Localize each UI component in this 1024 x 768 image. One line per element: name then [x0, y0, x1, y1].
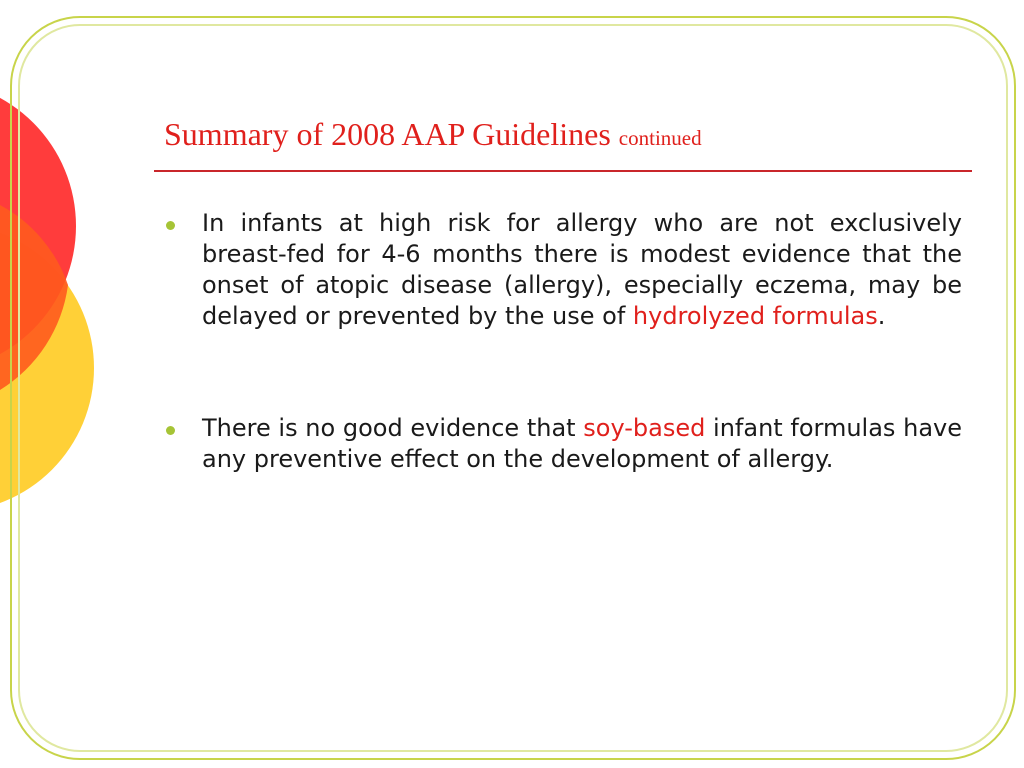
- bullet-item-2: [160, 413, 962, 475]
- bullet-2-highlight: soy-based: [583, 414, 706, 442]
- bullet-1-text: In infants at high risk for allergy who are not exclusively breast-fed for 4-6 months there is modest evidence that the onset of atopic disease (allergy), especially eczema, may be delayed or prevented by the use of: [202, 209, 962, 330]
- bullet-1-highlight: hydrolyzed formulas: [632, 302, 878, 330]
- slide-title: [164, 116, 702, 153]
- bullet-item-1: [160, 208, 962, 332]
- bullet-2-text-end: infant formulas have any preventive effect on the development of allergy.: [202, 414, 962, 473]
- title-main: Summary of 2008 AAP Guidelines: [164, 116, 611, 152]
- bullet-2-text: There is no good evidence that: [202, 414, 584, 442]
- title-underline: [154, 170, 972, 172]
- bullet-dot-icon: [166, 426, 175, 435]
- title-suffix: continued: [618, 126, 702, 150]
- bullet-1-text-end: .: [877, 302, 886, 330]
- bullet-dot-icon: [166, 221, 175, 230]
- bullet-list: [160, 208, 962, 475]
